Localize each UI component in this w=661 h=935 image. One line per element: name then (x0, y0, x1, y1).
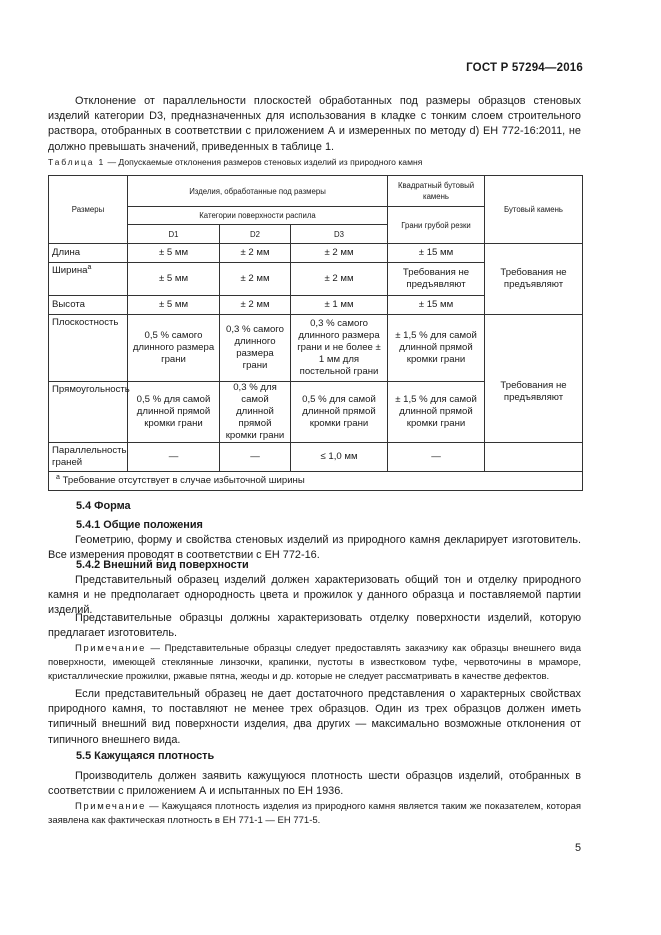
cell-d2: ± 2 мм (220, 244, 291, 263)
cell-d2: ± 2 мм (220, 263, 291, 296)
surface-note (48, 642, 581, 684)
table-footnote (49, 472, 583, 491)
note-text: — Кажущаяся плотность изделия из природного камня является таким же показателем, которая заявлена как фактическая плотность в ЕН 771-1 — ЕН 771-5. (48, 801, 581, 826)
surface-paragraph-3: Если представительный образец не дает достаточного представления о характерных свойствах природного камня, то поставляют не менее трех образцов. Один из трех образцов должен иметь типичный внешний вид поверхности изделия, два других — максимально возможные отклонения от типичного внешнего вида. (48, 688, 581, 746)
table-row (49, 443, 583, 472)
tolerance-table (48, 175, 583, 491)
standard-number: ГОСТ Р 57294—2016 (466, 62, 583, 74)
cell-d1: — (128, 443, 220, 472)
cell-d2: 0,3 % самого длинного размера грани (220, 315, 291, 382)
cell-d1: 0,5 % самого длинного размера грани (128, 315, 220, 382)
header-sizes: Размеры (49, 176, 128, 244)
row-label-text: Ширина (52, 265, 88, 276)
cell-rubble-req: Требования не предъявляют (485, 315, 583, 443)
row-label (49, 263, 128, 296)
footnote-ref: а (87, 263, 92, 271)
surface-paragraph-2: Представительные образцы должны характеризовать отделку поверхности изделий, которую предлагает изготовитель. (48, 612, 581, 640)
cell-square: ± 15 мм (388, 244, 485, 263)
cell-d1: ± 5 мм (128, 263, 220, 296)
density-paragraph: Производитель должен заявить кажущуюся плотность шести образцов изделий, отобранных в соответствии с приложением А и испытанных по ЕН 1936. (48, 770, 581, 798)
cell-d3: 0,5 % для самой длинной прямой кромки грани (291, 382, 388, 443)
header-d2: D2 (220, 225, 291, 244)
section-5-4-1-text: Геометрию, форму и свойства стеновых изделий из природного камня декларирует изготовитель. Все измерения проводят в соответствии с ЕН 772-16. (48, 534, 581, 562)
cell-square: ± 1,5 % для самой длинной прямой кромки грани (388, 382, 485, 443)
section-5-4-2-title: 5.4.2 Внешний вид поверхности (76, 559, 249, 571)
table-caption (48, 157, 422, 167)
cell-square: Требования не предъявляют (388, 263, 485, 296)
intro-paragraph: Отклонение от параллельности плоскостей обработанных под размеры образцов стеновых изделий категории D3, предназначенных для использования в кладке с тонким слоем строительного раствора, отобранных в соответствии с приложением А и измеренных по методу d) ЕН 772-16:2011, не должно превышать значений, приведенных в таблице 1. (48, 95, 581, 153)
cell-d3: ≤ 1,0 мм (291, 443, 388, 472)
header-processed: Изделия, обработанные под размеры (128, 176, 388, 207)
cell-d1: ± 5 мм (128, 296, 220, 315)
cell-d2: 0,3 % для самой длинной прямой кромки грани (220, 382, 291, 443)
density-note (48, 800, 581, 828)
cell-square: ± 1,5 % для самой длинной прямой кромки грани (388, 315, 485, 382)
row-label: Высота (49, 296, 128, 315)
footnote-text: Требование отсутствует в случае избыточной ширины (59, 475, 305, 486)
table-row (49, 315, 583, 382)
cell-d3: ± 2 мм (291, 244, 388, 263)
cell-d1: ± 5 мм (128, 244, 220, 263)
surface-paragraph-1: Представительный образец изделий должен характеризовать общий тон и отделку природного камня и не предполагает однородность цвета и прожилок у данного образца и поставляемой партии изделий. (48, 574, 581, 617)
cell-d1: 0,5 % для самой длинной прямой кромки грани (128, 382, 220, 443)
table-caption-label: Таблица 1 (48, 157, 106, 167)
row-label: Плоскостность (49, 315, 128, 382)
cell-empty (485, 443, 583, 472)
section-5-4-1-title: 5.4.1 Общие положения (76, 519, 203, 531)
header-rough: Грани грубой резки (388, 207, 485, 244)
header-d1: D1 (128, 225, 220, 244)
cell-rubble-req: Требования не предъявляют (485, 244, 583, 315)
footnote-mark: а (56, 473, 60, 481)
header-categories: Категории поверхности распила (128, 207, 388, 225)
header-rubble: Бутовый камень (485, 176, 583, 244)
row-label: Длина (49, 244, 128, 263)
row-label: Прямоугольность (49, 382, 128, 443)
cell-d3: ± 2 мм (291, 263, 388, 296)
cell-d2: — (220, 443, 291, 472)
table-caption-text: — Допускаемые отклонения размеров стеновых изделий из природного камня (105, 157, 423, 167)
row-label: Параллельность граней (49, 443, 128, 472)
section-5-5-title: 5.5 Кажущаяся плотность (76, 750, 215, 762)
note-label: Примечание (75, 643, 146, 654)
cell-d2: ± 2 мм (220, 296, 291, 315)
header-square: Квадратный бутовый камень (388, 176, 485, 207)
note-label: Примечание (75, 801, 146, 812)
cell-square: — (388, 443, 485, 472)
note-text: — Представительные образцы следует предоставлять заказчику как образцы внешнего вида поверхности, имеющей стеклянные линзочки, крапинки, пустоты в известковом туфе, червоточины в мраморе, кристаллические прожилки, ржавые пятна, жеоды и др. которые не следует рассматривать в качестве дефектов. (48, 643, 581, 682)
cell-square: ± 15 мм (388, 296, 485, 315)
cell-d3: ± 1 мм (291, 296, 388, 315)
footnote-row (49, 472, 583, 491)
table-header-row (49, 176, 583, 207)
page-number: 5 (574, 842, 581, 854)
cell-d3: 0,3 % самого длинного размера грани и не более ± 1 мм для постельной грани (291, 315, 388, 382)
table-row (49, 244, 583, 263)
section-5-4-title: 5.4 Форма (76, 500, 131, 512)
header-d3: D3 (291, 225, 388, 244)
